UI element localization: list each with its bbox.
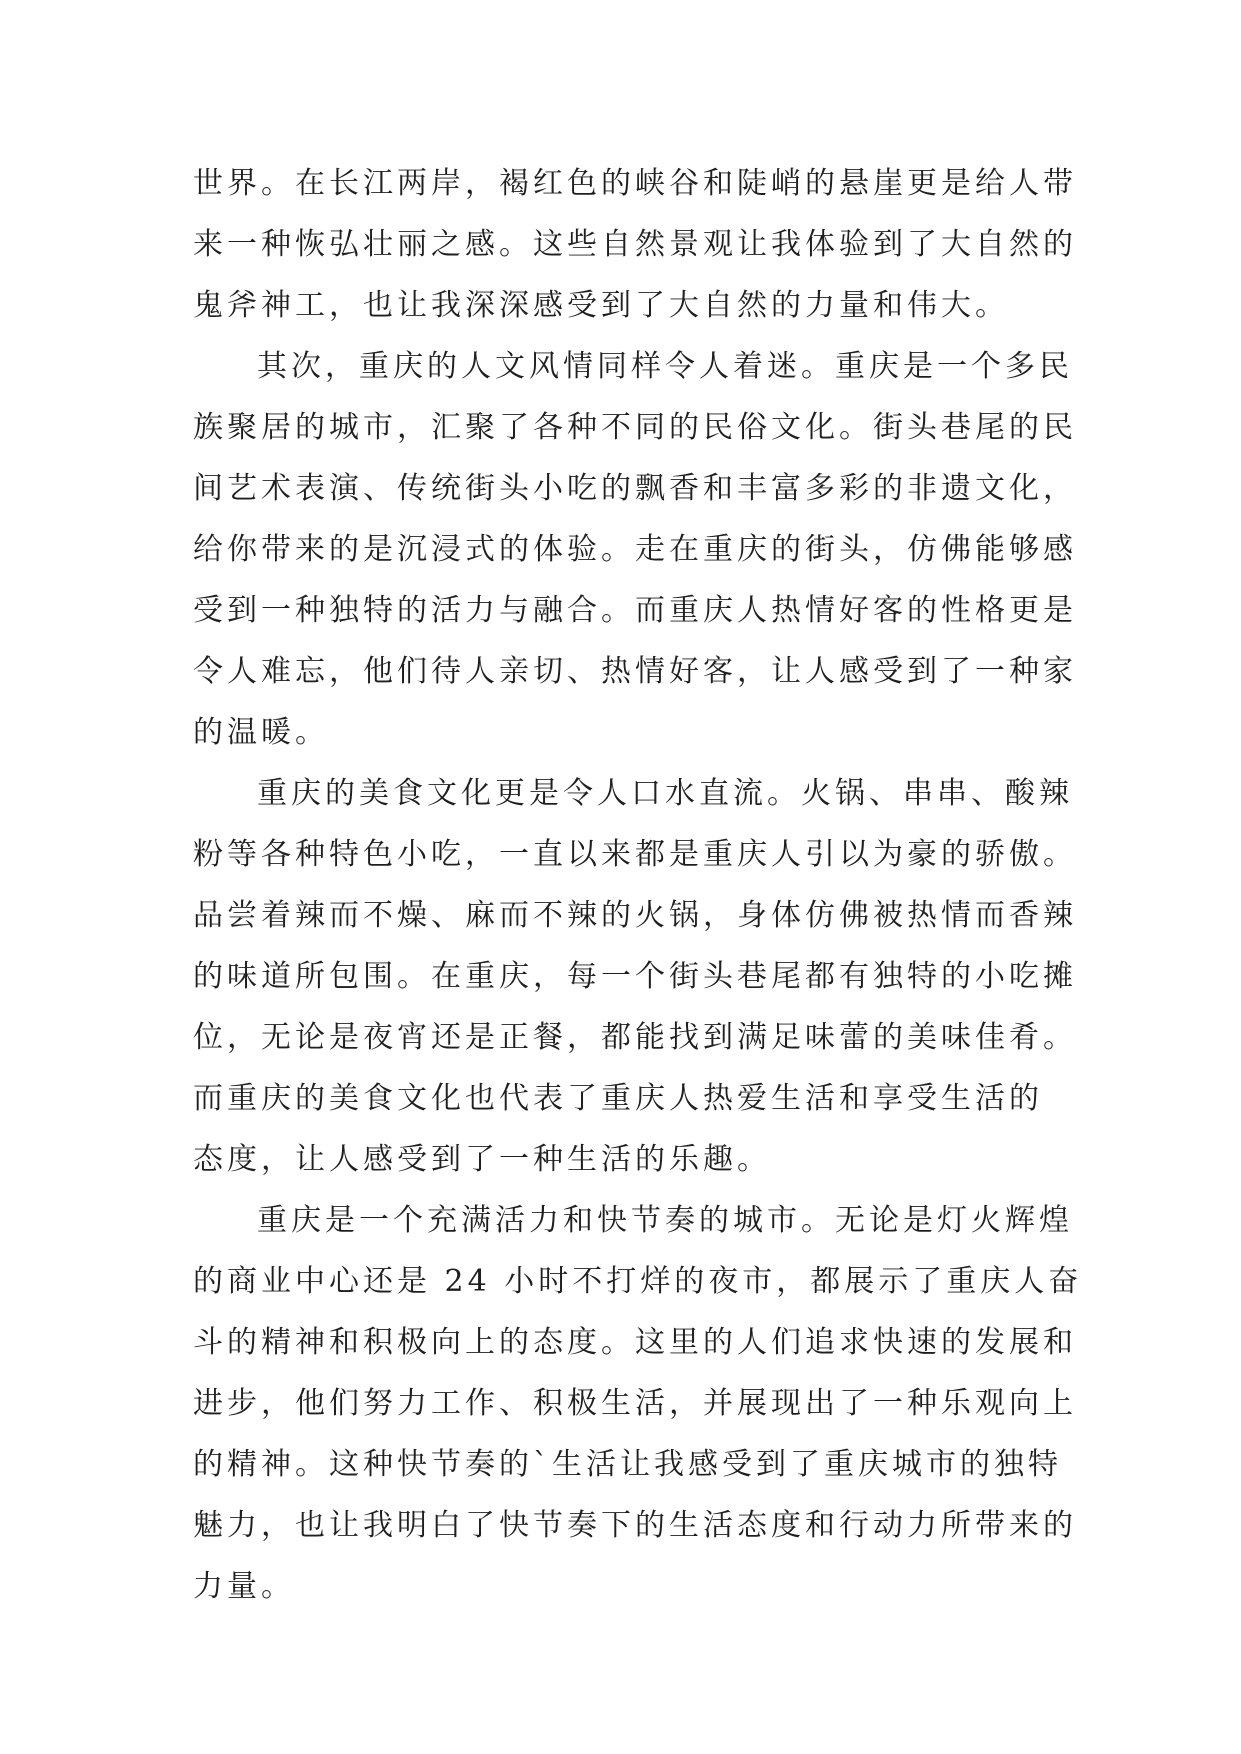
text-line: 而重庆的美食文化也代表了重庆人热爱生活和享受生活的	[193, 1081, 1043, 1116]
body-text	[193, 153, 1083, 1617]
paragraph-start-line: 重庆的美食文化更是令人口水直流。火锅、串串、酸辣	[257, 776, 1073, 811]
text-line: 受到一种独特的活力与融合。而重庆人热情好客的性格更是	[193, 593, 1077, 628]
text-line: 世界。在长江两岸，褐红色的峡谷和陡峭的悬崖更是给人带	[193, 166, 1077, 201]
text-line: 魅力，也让我明白了快节奏下的生活态度和行动力所带来的	[193, 1508, 1077, 1543]
text-line: 间艺术表演、传统街头小吃的飘香和丰富多彩的非遗文化，	[193, 471, 1077, 506]
text-line: 来一种恢弘壮丽之感。这些自然景观让我体验到了大自然的	[193, 227, 1077, 262]
text-line: 的精神。这种快节奏的`生活让我感受到了重庆城市的独特	[193, 1447, 1062, 1482]
paragraph-start-line: 重庆是一个充满活力和快节奏的城市。无论是灯火辉煌	[257, 1203, 1073, 1238]
text-line: 位，无论是夜宵还是正餐，都能找到满足味蕾的美味佳肴。	[193, 1020, 1077, 1055]
text-line: 品尝着辣而不燥、麻而不辣的火锅，身体仿佛被热情而香辣	[193, 898, 1077, 933]
text-line: 令人难忘，他们待人亲切、热情好客，让人感受到了一种家	[193, 654, 1077, 689]
text-line: 力量。	[193, 1569, 295, 1604]
text-line: 的商业中心还是 24 小时不打烊的夜市，都展示了重庆人奋	[193, 1264, 1083, 1299]
text-line: 鬼斧神工，也让我深深感受到了大自然的力量和伟大。	[193, 288, 1009, 323]
text-line: 进步，他们努力工作、积极生活，并展现出了一种乐观向上	[193, 1386, 1077, 1421]
text-line: 族聚居的城市，汇聚了各种不同的民俗文化。街头巷尾的民	[193, 410, 1077, 445]
text-line: 的温暖。	[193, 715, 329, 750]
paragraph-start-line: 其次，重庆的人文风情同样令人着迷。重庆是一个多民	[257, 349, 1073, 384]
text-line: 斗的精神和积极向上的态度。这里的人们追求快速的发展和	[193, 1325, 1077, 1360]
text-line: 态度，让人感受到了一种生活的乐趣。	[193, 1142, 771, 1177]
text-line: 粉等各种特色小吃，一直以来都是重庆人引以为豪的骄傲。	[193, 837, 1077, 872]
text-line: 给你带来的是沉浸式的体验。走在重庆的街头，仿佛能够感	[193, 532, 1077, 567]
text-line: 的味道所包围。在重庆，每一个街头巷尾都有独特的小吃摊	[193, 959, 1077, 994]
